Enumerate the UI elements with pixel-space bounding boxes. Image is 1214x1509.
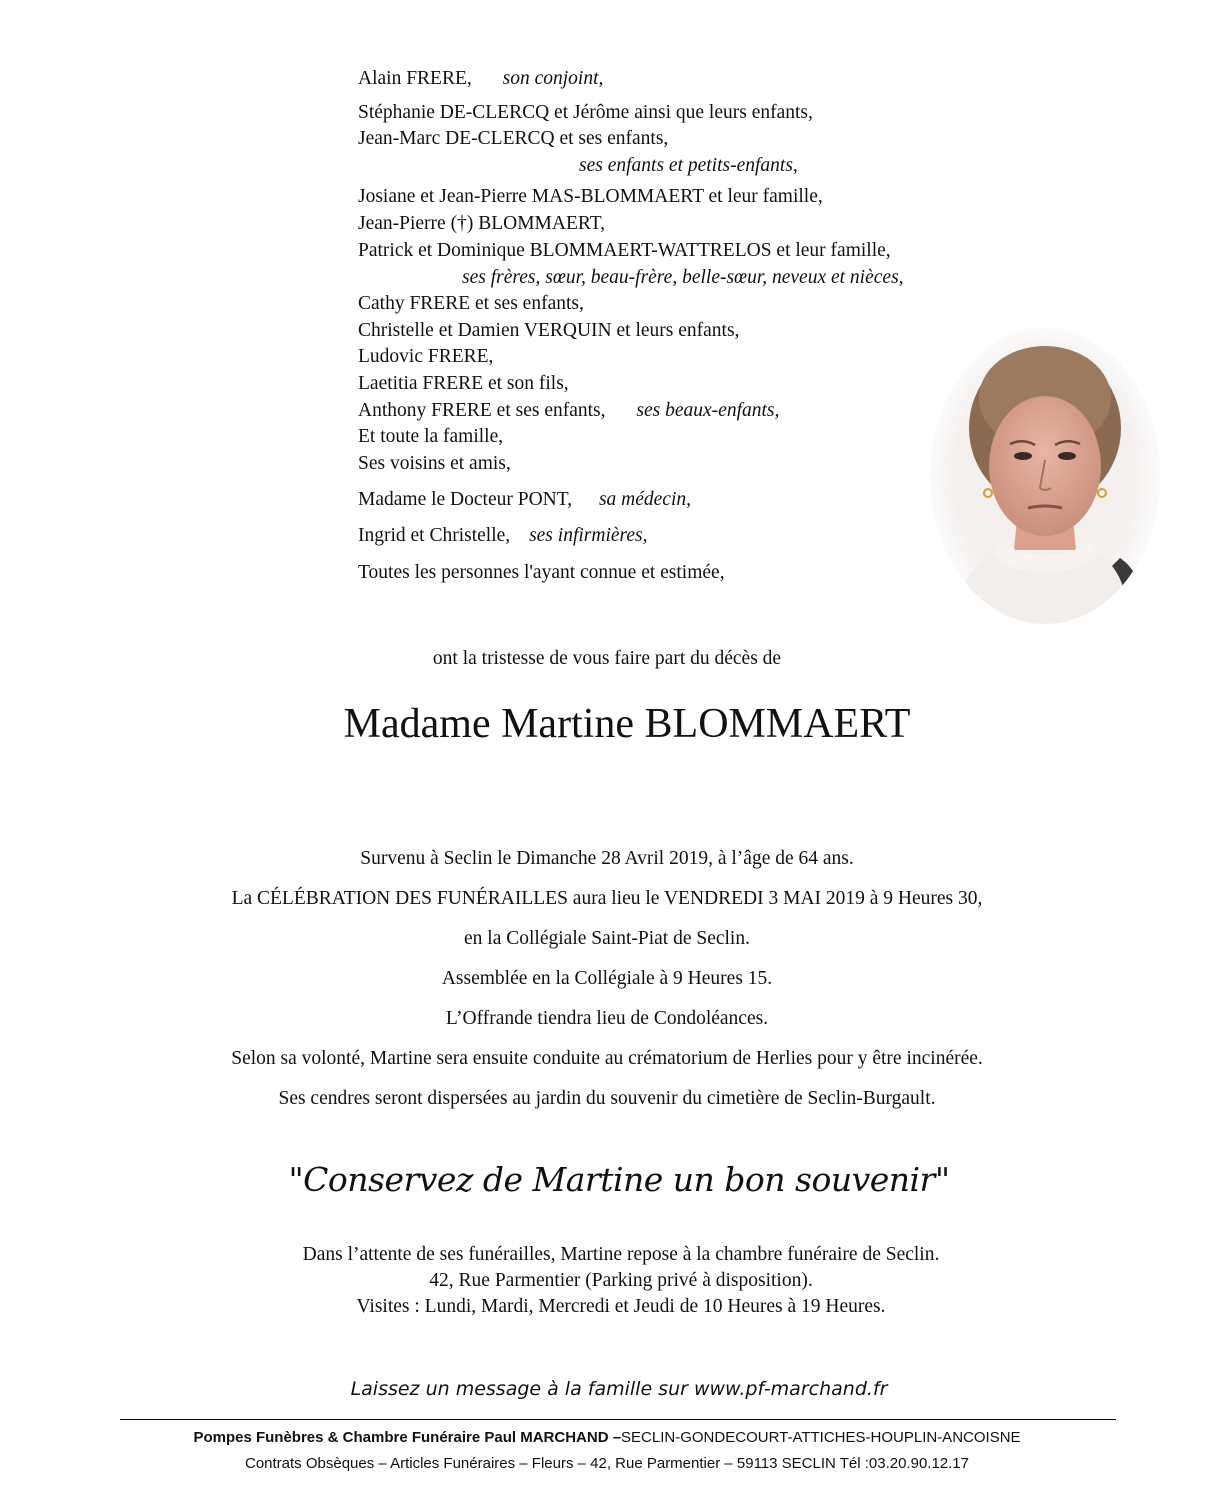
family-line: Et toute la famille, [358, 426, 504, 447]
siblings-relation: ses frères, sœur, beau-frère, belle-sœur, neveux et nièces, [462, 267, 904, 288]
wake-line: 42, Rue Parmentier (Parking privé à disposition). [429, 1270, 813, 1291]
family-line: Anthony FRERE et ses enfants, [358, 400, 606, 421]
doctor-relation: sa médecin, [598, 489, 692, 510]
family-line-spouse [358, 66, 603, 92]
portrait-image [930, 328, 1160, 624]
detail-line: La CÉLÉBRATION DES FUNÉRAILLES aura lieu le VENDREDI 3 MAI 2019 à 9 Heures 30, [231, 888, 983, 909]
family-line-nurses [358, 523, 648, 549]
family-line: Toutes les personnes l'ayant connue et estimée, [358, 562, 725, 583]
spouse-name: Alain FRERE, [358, 68, 472, 89]
family-line: Ses voisins et amis, [358, 453, 511, 474]
family-line: Patrick et Dominique BLOMMAERT-WATTRELOS et leur famille, [358, 240, 891, 261]
family-line: Laetitia FRERE et son fils, [358, 373, 569, 394]
memorial-quote: "Conservez de Martine un bon souvenir" [288, 1160, 950, 1199]
spouse-relation: son conjoint, [502, 68, 604, 89]
company-name: Pompes Funèbres & Chambre Funéraire Paul MARCHAND – [193, 1429, 622, 1446]
detail-line: Assemblée en la Collégiale à 9 Heures 15. [441, 968, 773, 989]
company-towns: SECLIN-GONDECOURT-ATTICHES-HOUPLIN-ANCOISNE [621, 1429, 1021, 1446]
detail-line: en la Collégiale Saint-Piat de Seclin. [464, 928, 750, 949]
family-line: Josiane et Jean-Pierre MAS-BLOMMAERT et leur famille, [358, 186, 823, 207]
stepchildren-relation: ses beaux-enfants, [636, 400, 780, 421]
deceased-photo [930, 328, 1160, 624]
detail-line: Selon sa volonté, Martine sera ensuite conduite au crématorium de Herlies pour y être incinérée. [231, 1048, 983, 1069]
family-line: Jean-Pierre (†) BLOMMAERT, [358, 213, 606, 234]
family-line-stepchildren-last [358, 398, 779, 424]
family-line: Ludovic FRERE, [358, 346, 494, 367]
detail-line: Ses cendres seront dispersées au jardin du souvenir du cimetière de Seclin-Burgault. [278, 1088, 936, 1109]
footer-company-line [0, 1429, 1214, 1446]
nurses-name: Ingrid et Christelle, [358, 525, 511, 546]
children-relation: ses enfants et petits-enfants, [579, 155, 798, 176]
wake-line: Visites : Lundi, Mardi, Mercredi et Jeudi de 10 Heures à 19 Heures. [356, 1296, 886, 1317]
nurses-relation: ses infirmières, [529, 525, 648, 546]
family-line: Jean-Marc DE-CLERCQ et ses enfants, [358, 128, 669, 149]
message-invite: Laissez un message à la famille sur www.pf-marchand.fr [350, 1378, 888, 1400]
footer-divider [120, 1419, 1116, 1420]
wake-line: Dans l’attente de ses funérailles, Martine repose à la chambre funéraire de Seclin. [302, 1244, 940, 1265]
family-line: Christelle et Damien VERQUIN et leurs enfants, [358, 320, 740, 341]
family-line-doctor [358, 487, 691, 513]
footer-services-line: Contrats Obsèques – Articles Funéraires – Fleurs – 42, Rue Parmentier – 59113 SECLIN Tél :03.20.90.12.17 [244, 1455, 969, 1472]
family-line: Cathy FRERE et ses enfants, [358, 293, 584, 314]
doctor-name: Madame le Docteur PONT, [358, 489, 573, 510]
announcement-intro: ont la tristesse de vous faire part du décès de [432, 648, 782, 669]
detail-line: L’Offrande tiendra lieu de Condoléances. [445, 1008, 769, 1029]
deceased-name: Madame Martine BLOMMAERT [343, 701, 911, 747]
detail-line: Survenu à Seclin le Dimanche 28 Avril 2019, à l’âge de 64 ans. [360, 848, 854, 869]
family-line: Stéphanie DE-CLERCQ et Jérôme ainsi que leurs enfants, [358, 102, 813, 123]
